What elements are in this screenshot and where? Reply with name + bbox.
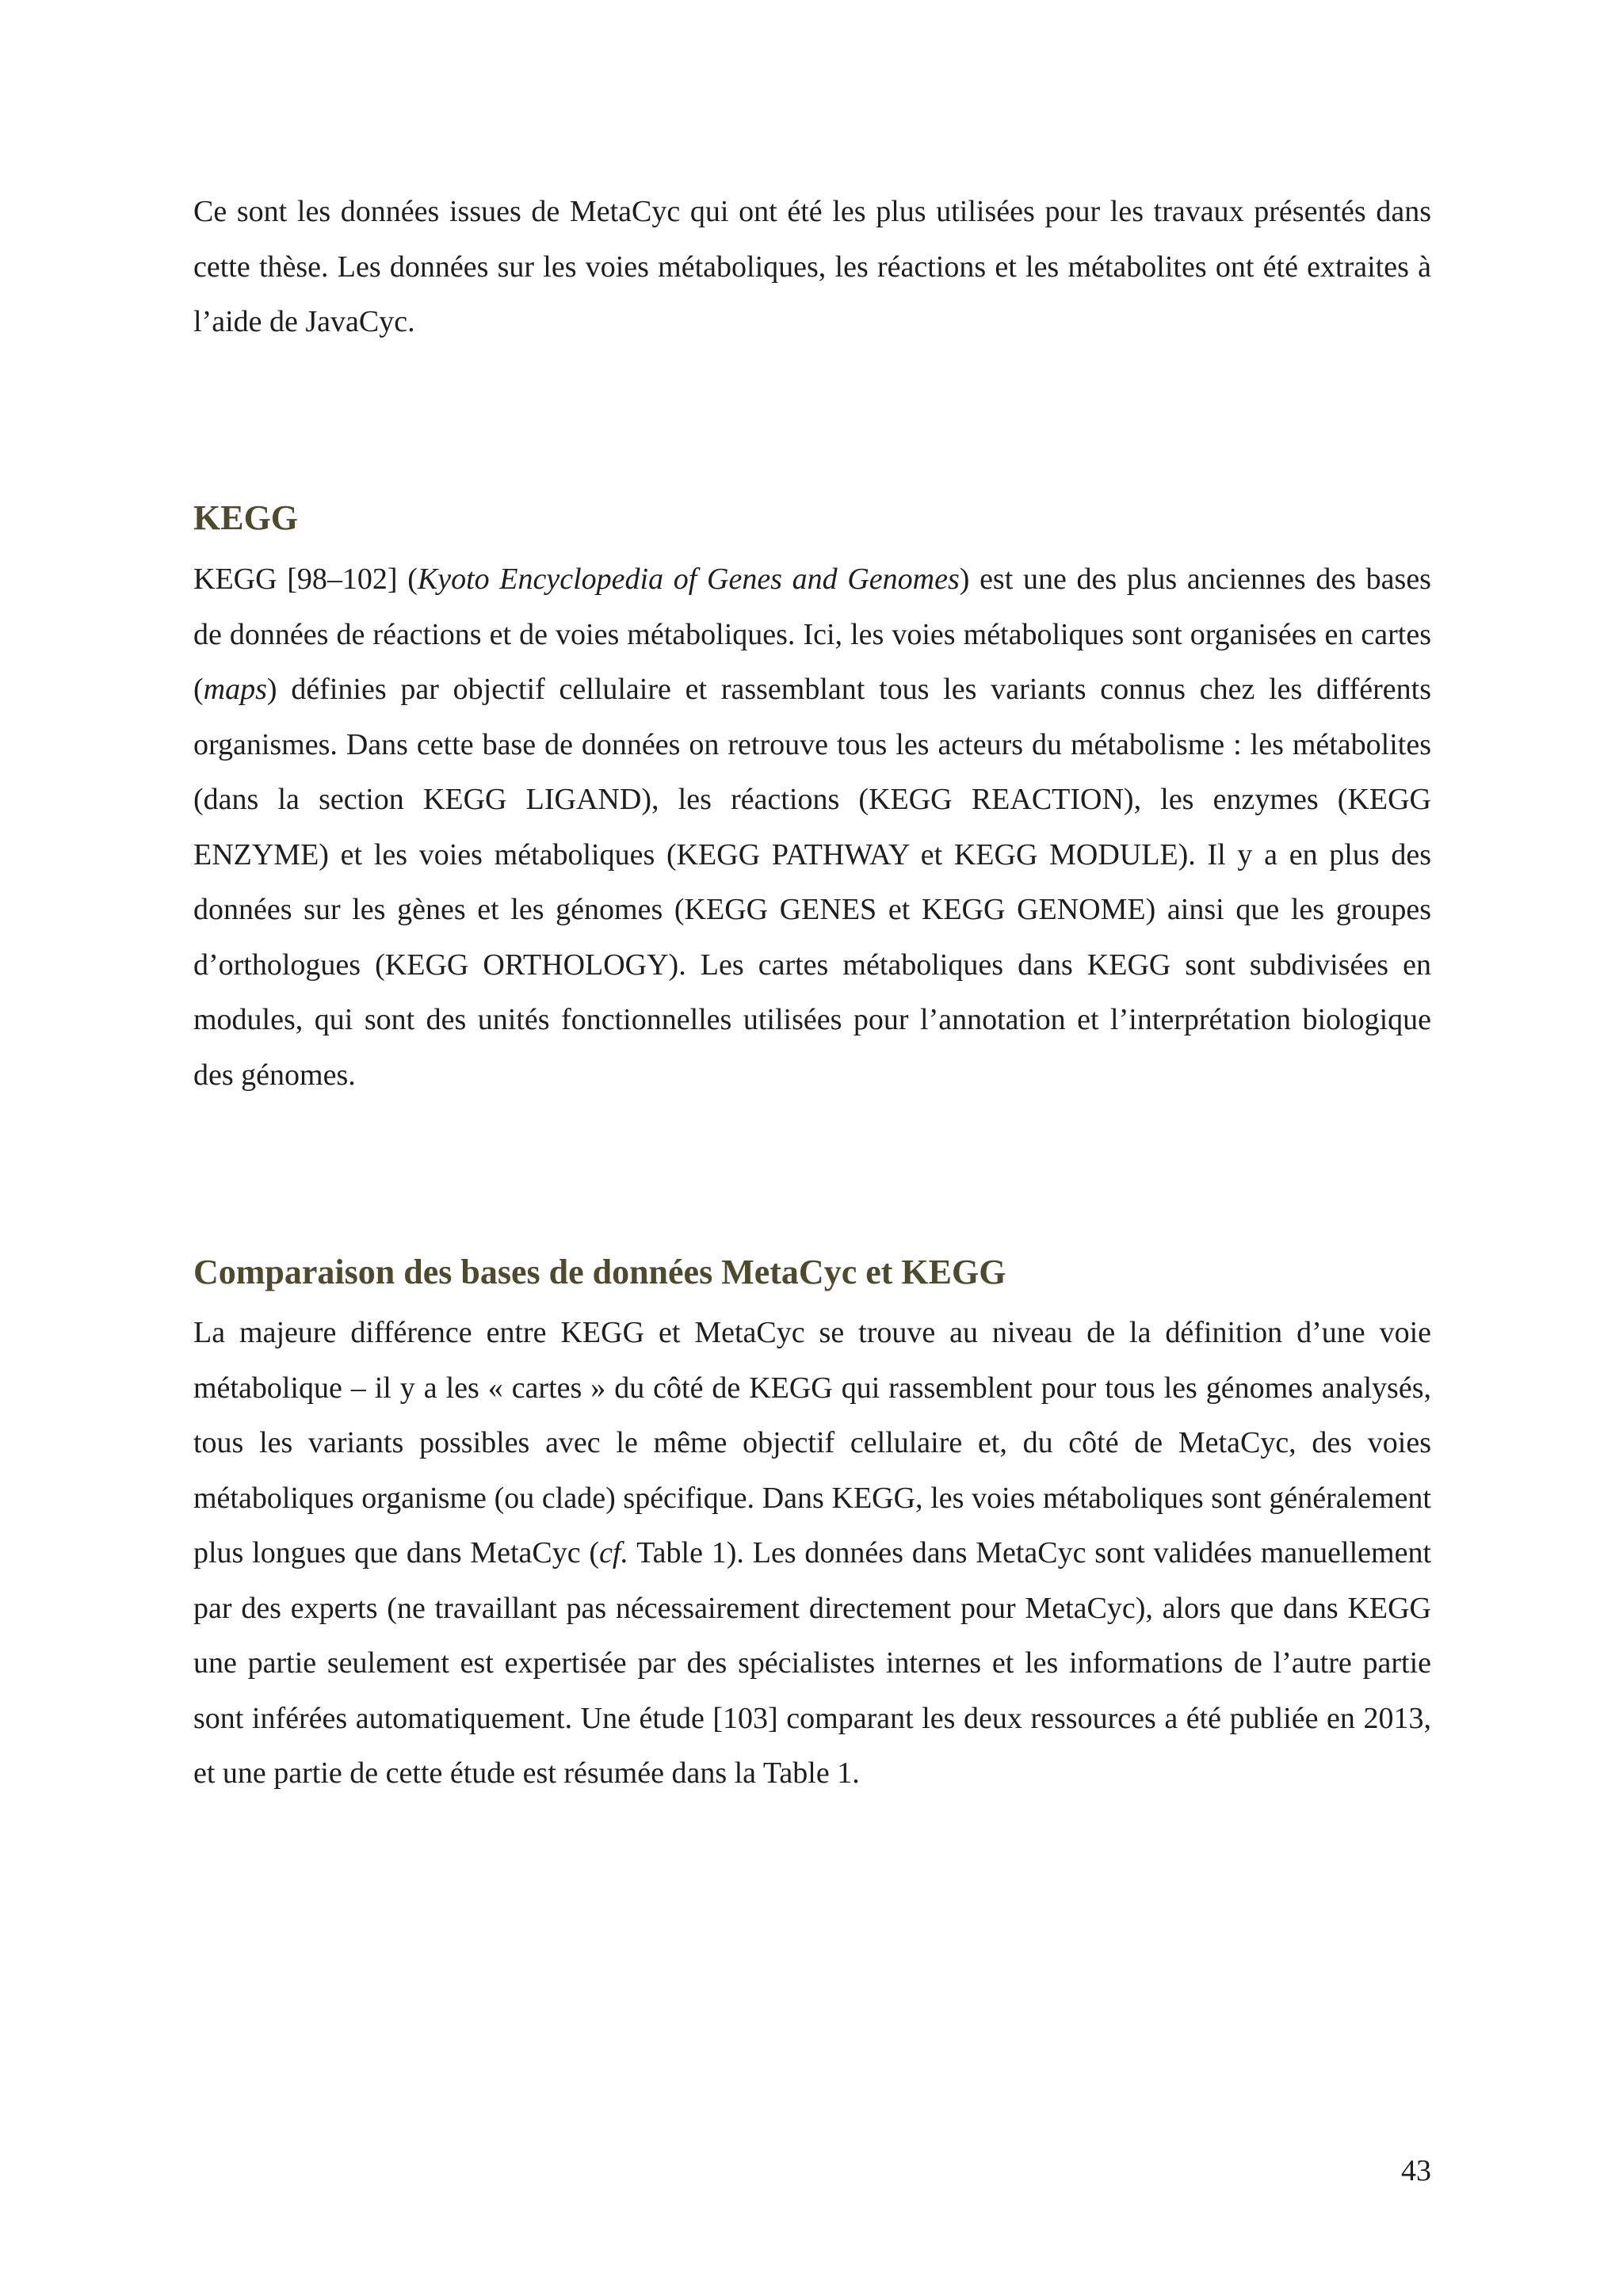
page-number: 43: [1401, 2154, 1431, 2187]
comparison-text-part2: Table 1). Les données dans MetaCyc sont validées manuellement par des experts (ne travaillant pas nécessairement directement pour MetaCyc), alors que dans KEGG une partie seulement est expertisée par des spécialistes internes et les informations de l’autre partie sont inférées automatiquement. Une étude [103] comparant les deux ressources a été publiée en 2013, et une partie de cette étude est résumée dans la Table 1.: [193, 1536, 1432, 1790]
kegg-text-part1: KEGG [98–102] (: [193, 563, 418, 596]
kegg-italic-name: Kyoto Encyclopedia of Genes and Genomes: [417, 563, 960, 596]
kegg-text-part2: ) est une des plus anciennes des bases de données de réactions et de voies métaboliques. Ici, les voies métaboliques sont organisées en cartes (: [193, 563, 1431, 706]
kegg-text-part3: ) définies par objectif cellulaire et rassemblant tous les variants connus chez les différents organismes. Dans cette base de données on retrouve tous les acteurs du métabolisme : les métabolites (dans la section KEGG LIGAND), les réactions (KEGG REACTION), les enzymes (KEGG ENZYME) et les voies métaboliques (KEGG PATHWAY et KEGG MODULE). Il y a en plus des données sur les gènes et les génomes (KEGG GENES et KEGG GENOME) ainsi que les groupes d’orthologues (KEGG ORTHOLOGY). Les cartes métaboliques dans KEGG sont subdivisées en modules, qui sont des unités fonctionnelles utilisées pour l’annotation et l’interprétation biologique des génomes.: [193, 673, 1431, 1092]
comparison-italic-cf: cf.: [599, 1536, 628, 1569]
intro-text: Ce sont les données issues de MetaCyc qui ont été les plus utilisées pour les travaux présentés dans cette thèse. Les données sur les voies métaboliques, les réactions et les métabolites ont été extraites à l’aide de JavaCyc.: [193, 195, 1431, 338]
intro-paragraph: [193, 185, 1431, 350]
kegg-heading: KEGG: [193, 498, 299, 537]
comparison-text-part1: La majeure différence entre KEGG et MetaCyc se trouve au niveau de la définition d’une voie métabolique – il y a les « cartes » du côté de KEGG qui rassemblent pour tous les génomes analysés, tous les variants possibles avec le même objectif cellulaire et, du côté de MetaCyc, des voies métaboliques organisme (ou clade) spécifique. Dans KEGG, les voies métaboliques sont généralement plus longues que dans MetaCyc (: [193, 1316, 1431, 1569]
kegg-paragraph: [193, 552, 1431, 1103]
kegg-italic-maps: maps: [203, 673, 267, 706]
comparison-paragraph: [193, 1306, 1431, 1802]
comparison-heading: Comparaison des bases de données MetaCyc et KEGG: [193, 1253, 1006, 1291]
